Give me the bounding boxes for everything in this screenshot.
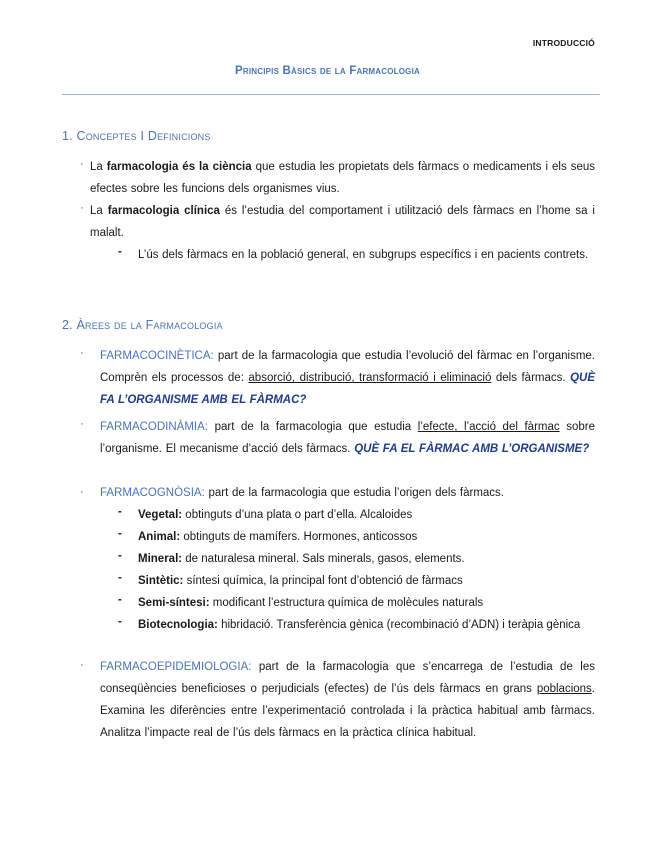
dash-icon: - — [118, 550, 122, 562]
source-vegetal: Vegetal: obtinguts d’una plata o part d’ella. Alcaloides — [138, 509, 413, 521]
source-biotecnologia: Biotecnologia: hibridació. Transferència gènica (recombinació d’ADN) i teràpia gènica — [138, 619, 581, 631]
bullet-icon: · — [80, 418, 84, 430]
area-farmacodinamia: FARMACODINÀMIA: part de la farmacologia que estudia l’efecte, l’acció del fàrmac sobre l’organisme. El mecanisme d’acció dels fàrmacs. QUÈ FA EL FÀRMAC AMB L’ORGANISME? — [100, 421, 595, 455]
running-header: INTRODUCCIÓ — [532, 38, 595, 48]
area-farmacognosia: FARMACOGNÒSIA: part de la farmacologia que estudia l’origen dels fàrmacs. — [100, 487, 504, 499]
dash-icon: - — [118, 572, 122, 584]
definition-farmacologia: La farmacologia és la ciència que estudia les propietats dels fàrmacs o medicaments i els seus efectes sobre les funcions dels organismes vius. — [90, 161, 595, 195]
area-farmacocinetica: FARMACOCINÈTICA: part de la farmacologia que estudia l’evolució del fàrmac en l’organisme. Comprèn els processos de: absorció, distribució, transformació i eliminació dels fàrmacs. QUÈ FA L’ORGANISME AMB EL FÀRMAC? — [100, 350, 595, 406]
bullet-icon: · — [80, 486, 84, 498]
document-title: Principis Bàsics de la Farmacologia — [234, 65, 420, 77]
source-animal: Animal: obtinguts de mamífers. Hormones, anticossos — [138, 531, 418, 543]
bullet-icon: · — [80, 347, 84, 359]
source-semi-sintesi: Semi-síntesi: modificant l’estructura química de molècules naturals — [138, 597, 484, 609]
bullet-icon: · — [80, 158, 84, 170]
source-sintetic: Sintètic: síntesi química, la principal font d’obtenció de fàrmacs — [138, 575, 463, 587]
bullet-icon: · — [80, 202, 84, 214]
definition-subitem: L’ús dels fàrmacs en la població general, en subgrups específics i en pacients contrets. — [138, 249, 589, 261]
bullet-icon: · — [80, 659, 84, 671]
dash-icon: - — [118, 616, 122, 628]
title-divider — [62, 94, 600, 95]
source-mineral: Mineral: de naturalesa mineral. Sals minerals, gasos, elements. — [138, 553, 465, 565]
dash-icon: - — [118, 246, 122, 258]
section-heading-1: 1. Conceptes I Definicions — [62, 129, 211, 143]
section-heading-2: 2. Àrees de la Farmacologia — [62, 318, 223, 332]
dash-icon: - — [118, 594, 122, 606]
dash-icon: - — [118, 506, 122, 518]
definition-farmacologia-clinica: La farmacologia clínica és l’estudia del comportament i utilització dels fàrmacs en l’home sa i malalt. — [90, 205, 595, 239]
dash-icon: - — [118, 528, 122, 540]
area-farmacoepidemiologia: FARMACOEPIDEMIOLOGIA: part de la farmacologia que s’encarrega de l’estudia de les conseqüències beneficioses o perjudicials (efectes) de l’ús dels fàrmacs en grans poblacions. Examina les diferències entre l’experimentació controlada i la pràctica habitual amb fàrmacs. Analitza l’impacte real de l’ús dels fàrmacs en la pràctica clínica habitual. — [100, 661, 595, 739]
